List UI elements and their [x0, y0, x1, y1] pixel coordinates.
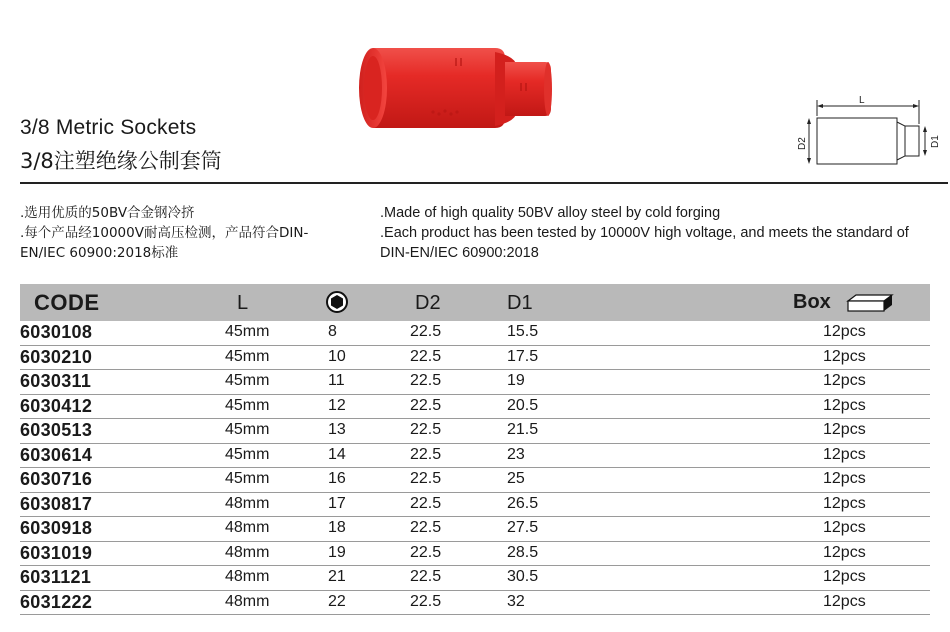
cell-d1: 32 — [507, 592, 525, 610]
cell-d2: 22.5 — [410, 543, 442, 561]
cell-length: 48mm — [225, 543, 270, 561]
cell-length: 48mm — [225, 494, 270, 512]
cell-code: 6030614 — [20, 444, 93, 465]
table-row — [20, 542, 930, 567]
cell-code: 6030311 — [20, 371, 92, 391]
cell-d1: 27.5 — [507, 519, 539, 536]
box-icon — [846, 293, 894, 313]
feature-line: .Each product has been tested by 10000V high voltage, and meets the standard of — [380, 225, 909, 241]
header-d1: D1 — [507, 292, 533, 314]
cell-code: 6031019 — [20, 542, 93, 563]
cell-d2: 22.5 — [410, 592, 442, 610]
cell-box: 12pcs — [823, 323, 866, 340]
dimension-diagram — [795, 92, 943, 174]
cell-d2: 22.5 — [410, 347, 442, 365]
cell-code: 6031121 — [20, 567, 92, 587]
table-row — [20, 517, 930, 542]
cell-code: 6030210 — [20, 346, 93, 367]
cell-d1: 28.5 — [507, 543, 539, 561]
feature-line: EN/IEC 60900:2018标准 — [20, 245, 179, 261]
cell-box: 12pcs — [823, 543, 866, 561]
cell-d2: 22.5 — [410, 494, 442, 512]
cell-box: 12pcs — [823, 568, 866, 585]
page-title: 3/8 Metric Sockets — [20, 116, 197, 139]
cell-d2: 22.5 — [410, 519, 442, 536]
cell-d1: 17.5 — [507, 347, 539, 365]
table-row — [20, 395, 930, 420]
cell-d1: 15.5 — [507, 323, 539, 340]
cell-box: 12pcs — [823, 396, 866, 414]
features-chinese — [20, 203, 360, 263]
cell-hex: 16 — [328, 470, 346, 487]
cell-d2: 22.5 — [410, 396, 442, 414]
cell-length: 45mm — [225, 347, 270, 365]
feature-line: DIN-EN/IEC 60900:2018 — [380, 245, 539, 261]
cell-length: 48mm — [225, 592, 270, 610]
cell-code: 6030817 — [20, 493, 93, 514]
cell-code: 6030716 — [20, 469, 93, 489]
cell-code: 6030918 — [20, 518, 93, 538]
cell-box: 12pcs — [823, 592, 866, 610]
cell-box: 12pcs — [823, 519, 866, 536]
spec-table — [20, 284, 930, 615]
cell-box: 12pcs — [823, 494, 866, 512]
diagram-label-d1: D1 — [930, 135, 941, 148]
cell-hex: 17 — [328, 494, 346, 512]
cell-length: 45mm — [225, 470, 270, 487]
feature-line: .Made of high quality 50BV alloy steel by cold forging — [380, 205, 721, 221]
socket-product-image — [355, 38, 555, 138]
hex-icon — [326, 290, 348, 320]
cell-length: 45mm — [225, 421, 270, 438]
cell-length: 45mm — [225, 445, 270, 463]
diagram-label-d2: D2 — [797, 137, 808, 150]
table-row — [20, 468, 930, 493]
divider — [20, 182, 948, 184]
page-title-chinese: 3/8注塑绝缘公制套筒 — [20, 149, 222, 173]
diagram-label-l: L — [859, 95, 865, 106]
cell-d1: 25 — [507, 470, 525, 487]
table-row — [20, 444, 930, 469]
header-code: CODE — [34, 290, 100, 315]
table-row — [20, 566, 930, 591]
header-length: L — [237, 292, 249, 314]
table-row — [20, 370, 930, 395]
cell-d1: 30.5 — [507, 568, 539, 585]
cell-hex: 22 — [328, 592, 346, 610]
cell-box: 12pcs — [823, 470, 866, 487]
cell-d2: 22.5 — [410, 323, 442, 340]
cell-hex: 12 — [328, 396, 346, 414]
cell-length: 45mm — [225, 396, 270, 414]
cell-d2: 22.5 — [410, 568, 442, 585]
cell-length: 45mm — [225, 323, 270, 340]
table-row — [20, 419, 930, 444]
cell-hex: 13 — [328, 421, 346, 438]
table-row — [20, 591, 930, 616]
cell-d1: 26.5 — [507, 494, 539, 512]
cell-d2: 22.5 — [410, 372, 442, 389]
cell-code: 6030513 — [20, 420, 93, 440]
cell-d1: 19 — [507, 372, 525, 389]
cell-box: 12pcs — [823, 421, 866, 438]
cell-hex: 11 — [328, 372, 345, 389]
cell-length: 45mm — [225, 372, 270, 389]
cell-box: 12pcs — [823, 445, 866, 463]
table-row — [20, 321, 930, 346]
table-header — [20, 284, 930, 321]
cell-d2: 22.5 — [410, 470, 442, 487]
cell-hex: 8 — [328, 323, 337, 340]
table-row — [20, 346, 930, 371]
cell-box: 12pcs — [823, 347, 866, 365]
cell-hex: 10 — [328, 347, 346, 365]
table-row — [20, 493, 930, 518]
cell-hex: 14 — [328, 445, 346, 463]
cell-hex: 18 — [328, 519, 346, 536]
cell-code: 6031222 — [20, 591, 93, 612]
cell-d1: 21.5 — [507, 421, 539, 438]
cell-hex: 21 — [328, 568, 346, 585]
header-d2: D2 — [415, 292, 441, 314]
cell-length: 48mm — [225, 519, 270, 536]
cell-code: 6030412 — [20, 395, 93, 416]
feature-line: .每个产品经10000V耐高压检测，产品符合DIN- — [20, 225, 309, 241]
header-box: Box — [793, 291, 831, 313]
features-english — [380, 203, 950, 263]
feature-line: .选用优质的50BV合金钢冷挤 — [20, 205, 195, 221]
table-body — [20, 321, 930, 615]
cell-d1: 23 — [507, 445, 525, 463]
cell-code: 6030108 — [20, 322, 93, 342]
cell-d1: 20.5 — [507, 396, 539, 414]
cell-d2: 22.5 — [410, 445, 442, 463]
cell-d2: 22.5 — [410, 421, 442, 438]
cell-length: 48mm — [225, 568, 270, 585]
cell-hex: 19 — [328, 543, 346, 561]
cell-box: 12pcs — [823, 372, 866, 389]
